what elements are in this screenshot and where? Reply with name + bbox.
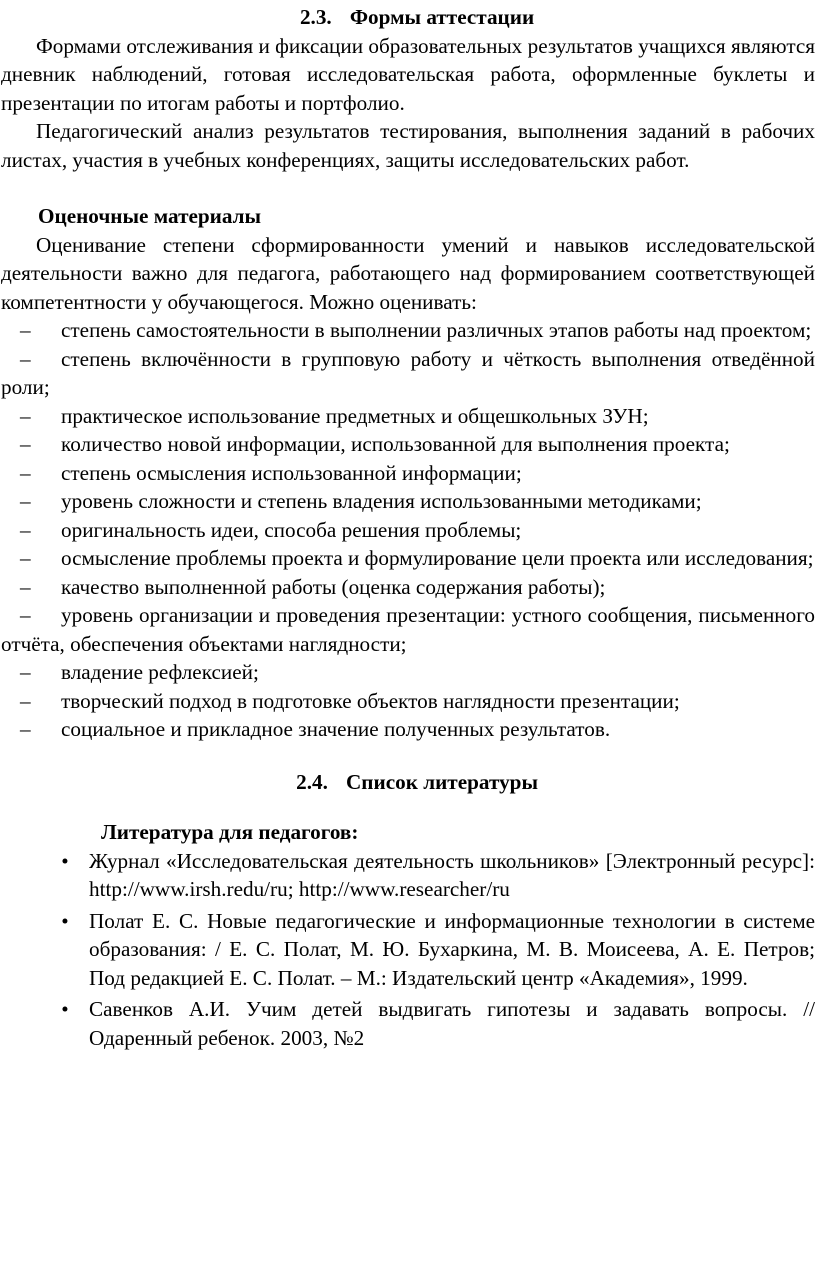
list-item: • Полат Е. С. Новые педагогические и информационные технологии в системе образования: / Е. С. Полат, М. Ю. Бухаркина, М. В. Моисеева, А. Е. Петров; Под редакцией Е. С. Полат. – М.: Издательский центр «Академия», 1999.	[1, 907, 815, 993]
list-item: –осмысление проблемы проекта и формулирование цели проекта или исследования;	[1, 544, 815, 573]
list-item: –владение рефлексией;	[1, 658, 815, 687]
dash-marker	[20, 573, 61, 602]
dash-marker	[20, 544, 61, 573]
bullet-icon: •	[61, 908, 69, 933]
dash-marker	[20, 345, 61, 374]
section-number: 2.4.	[296, 769, 328, 794]
paragraph-forms: Формами отслеживания и фиксации образовательных результатов учащихся являются дневник наблюдений, готовая исследовательская работа, оформленные буклеты и презентации по итогам работы и портфолио.	[1, 33, 815, 115]
list-item: –уровень сложности и степень владения использованными методиками;	[1, 487, 815, 516]
section-title: Формы аттестации	[349, 5, 535, 29]
list-item: –уровень организации и проведения презентации: устного сообщения, письменного отчёта, обеспечения объектами наглядности;	[1, 601, 815, 658]
section-number: 2.3.	[299, 5, 332, 29]
list-item: –творческий подход в подготовке объектов наглядности презентации;	[1, 687, 815, 716]
paragraph-analysis: Педагогический анализ результатов тестирования, выполнения заданий в рабочих листах, участия в учебных конференциях, защиты исследовательских работ.	[1, 119, 815, 172]
bullet-icon: •	[61, 848, 69, 873]
dash-marker	[20, 715, 61, 744]
list-item: –качество выполненной работы (оценка содержания работы);	[1, 573, 815, 602]
list-item: –практическое использование предметных и общешкольных ЗУН;	[1, 402, 815, 431]
list-item: • Савенков А.И. Учим детей выдвигать гипотезы и задавать вопросы. // Одаренный ребенок. 2003, №2	[1, 995, 815, 1052]
assessment-list	[1, 316, 815, 744]
bullet-icon: •	[61, 997, 69, 1021]
section-2-3-heading	[1, 3, 815, 32]
literature-subheading: Литература для педагогов:	[101, 820, 359, 844]
dash-marker	[20, 516, 61, 545]
dash-marker	[20, 316, 61, 345]
section-title: Список литературы	[345, 769, 538, 794]
list-item: –степень самостоятельности в выполнении различных этапов работы над проектом;	[1, 316, 815, 345]
list-item: –степень включённости в групповую работу и чёткость выполнения отведённой роли;	[1, 345, 815, 402]
dash-marker	[20, 487, 61, 516]
list-item: –оригинальность идеи, способа решения проблемы;	[1, 516, 815, 545]
dash-marker	[20, 459, 61, 488]
dash-marker	[20, 658, 61, 687]
dash-marker	[20, 601, 61, 630]
list-item: • Журнал «Исследовательская деятельность школьников» [Электронный ресурс]: http://www.irsh.redu/ru; http://www.researcher/ru	[1, 847, 815, 904]
list-item: –социальное и прикладное значение полученных результатов.	[1, 715, 815, 744]
literature-list	[1, 847, 815, 1053]
assessment-heading: Оценочные материалы	[38, 204, 262, 228]
dash-marker	[20, 430, 61, 459]
dash-marker	[20, 402, 61, 431]
section-2-4-heading	[1, 768, 815, 797]
assessment-intro: Оценивание степени сформированности умений и навыков исследовательской деятельности важно для педагога, работающего над формированием соответствующей компетентности у обучающегося. Можно оценивать:	[1, 232, 815, 314]
list-item: –степень осмысления использованной информации;	[1, 459, 815, 488]
dash-marker	[20, 687, 61, 716]
list-item: –количество новой информации, использованной для выполнения проекта;	[1, 430, 815, 459]
